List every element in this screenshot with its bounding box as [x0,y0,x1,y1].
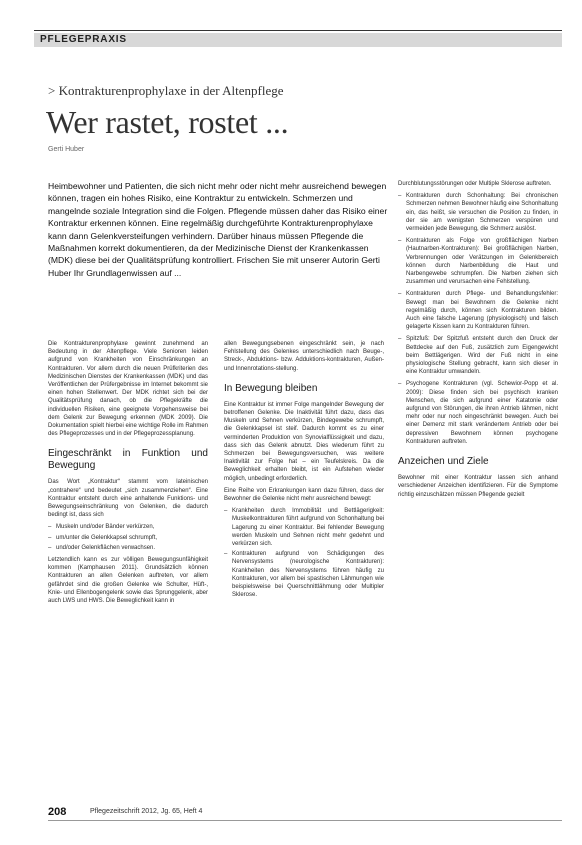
body-paragraph: Durchblutungsstörungen oder Multiple Sklerose auftreten. [398,181,552,187]
bullet-list [398,192,558,446]
list-item: – Spitzfuß: Der Spitzfuß entsteht durch den Druck der Bettdecke auf den Fuß, zusätzlich zum Eigengewicht beim Bettlägerigen. Wird der Fuß nicht in eine physiologische Stellung gebracht, kann sich dieser in eine Kontraktur umwandeln. [398,335,558,376]
footer-rule [48,820,562,821]
subheading: In Bewegung bleiben [224,382,318,394]
journal-source: Pflegezeitschrift 2012, Jg. 65, Heft 4 [90,808,203,815]
body-paragraph: Letztendlich kann es zur völligen Bewegungsunfähigkeit kommen (Kamphausen 2011). Grundsätzlich können Kontrakturen an allen Gelenken auftreten, vor allem gefährdet sind die großen Gelenke wie Schulter, Hüft-, Knie- und Ellenbogengelenk sowie das Sprunggelenk, aber auch LWS und HWS. Die Beweglichkeit kann in [48,557,208,605]
list-item: – Kontrakturen durch Pflege- und Behandlungsfehler: Bewegt man bei Bewohnern die Gelenke nicht regelmäßig durch, können sich Kontrakturen bilden. Auch eine falsche Lagerung (physiologisch) und falsch gelagerte Kissen kann zu Kontrakturen führen. [398,290,558,331]
page-number: 208 [48,806,67,818]
bullet-list [48,523,208,552]
list-item: – Muskeln und/oder Bänder verkürzen, [48,523,208,531]
list-item: – Psychogene Kontrakturen (vgl. Schewior-Popp et al. 2009): Diese finden sich bei psychisch kranken Menschen, die sich aufgrund einer Katatonie oder aufgrund von Störungen, die ihren Antrieb lähmen, nicht mehr oder nur noch eingeschränkt bewegen. Auch bei einer Demenz mit stark verändertem Antrieb oder bei depressiven Bewohnern können psychogene Kontrakturen auftreten. [398,380,558,446]
lead-paragraph [48,180,388,279]
body-paragraph: Eine Reihe von Erkrankungen kann dazu führen, dass der Bewohner die Gelenke nicht mehr ausreichend bewegt: [224,487,384,503]
list-item: – Kontrakturen durch Schonhaltung: Bei chronischen Schmerzen nehmen Bewohner häufig eine Schonhaltung ein, das heißt, sie versuchen die Position zu finden, in der sie am wenigsten Schmerzen verspüren und vermeiden jede Bewegung, die Schmerz auslöst. [398,192,558,233]
section-label: PFLEGEPRAXIS [40,34,127,45]
article-title: Wer rastet, rostet ... [46,104,289,140]
list-item: – Kontrakturen als Folge von großflächigen Narben (Hautnarben-Kontrakturen): Bei großflächigen Narben, Verbrennungen oder Verätzungen im Gelenkbereich können durch Narbenbildung die Haut und Narbengewebe schrumpfen. Die Narben ziehen sich zusammen und verursachen eine Fehlstellung. [398,237,558,286]
subheading: Anzeichen und Ziele [398,456,489,468]
body-paragraph: allen Bewegungsebenen eingeschränkt sein, je nach Fehlstellung des Gelenkes unterschiedlich nach Beuge-, Streck-, Abduktions- bzw. Adduktions-kontrakturen, Außen- und Innenrotations-stellung. [224,341,384,372]
subheading: Eingeschränkt in Funktion und Bewegung [48,448,208,472]
list-item: – um/unter die Gelenkkapsel schrumpft, [48,534,208,542]
body-paragraph: Die Kontrakturenprophylaxe gewinnt zunehmend an Bedeutung in der Altenpflege. Viele Senioren leiden aufgrund von Krankheiten von Einschränkungen an Kontrakturen. Vor allem durch die neuen Prüfkriterien des Medizinischen Dienstes der Krankenkassen (MDK) und das Veröffentlichen der Prüfergebnisse im Internet bekommt sie einen hohen Stellenwert. Der MDK richtet sich bei der Qualitätsprüfung danach, ob die Pflegekräfte die individuellen Risiken, eine geeignete Vorgehensweise bei dem Gelenk zur Bewegung erkennen (MDK 2009). Die Dokumentation spielt hierbei eine wichtige Rolle im Rahmen des Pflegeprozesses und in der Pflegeprozessplanung. [48,341,208,438]
top-rule [34,30,562,31]
bullet-list [224,507,384,599]
body-paragraph: Eine Kontraktur ist immer Folge mangelnder Bewegung der betroffenen Gelenke. Die Inaktivität führt dazu, dass das Muskeln und Sehnen verkürzen, Bindegewebe schrumpft, die Gelenkkapsel ist steif. Dadurch kommt es zu einer verminderten Produktion von Synovialflüssigkeit und dazu, dass sich das Gelenk abnutzt. Dies wiederum führt zu Schmerzen bei Bewegungsversuchen, was weitere Inaktivität zur Folge hat – ein Teufelskreis. Da die Beweglichkeit erhalten bleibt, ist ein Aufstehen wieder möglich, unbedingt erforderlich. [224,401,384,482]
body-paragraph: Das Wort „Kontraktur“ stammt vom lateinischen „contrahere“ und bedeutet „sich zusammenziehen“. Eine Kontraktur entsteht durch eine anhaltende Funktions- und Bewegungseinschränkung von Gelenken, die dadurch bedingt ist, dass sich [48,479,208,519]
article-author: Gerti Huber [48,146,85,153]
list-item: – und/oder Gelenkflächen verwachsen. [48,544,208,552]
lead-text: Heimbewohner und Patienten, die sich nicht mehr oder nicht mehr ausreichend bewegen können, tragen ein hohes Risiko, eine Kontraktur zu entwickeln. Schmerzen und mangelnde soziale Integration sind die Folgen. Pflegende müssen daher das Risiko einer Kontraktur erkennen können. Eine regelmäßig durchgeführte Kontrakturenprophylaxe kann dann Gelenkversteifungen verhindern. Darüber hinaus müssen Pflegende die Maßnahmen korrekt dokumentieren, da der Medizinische Dienst der Krankenkassen (MDK) diese bei der Qualitätsprüfung kontrolliert. Frischen Sie mit unserer Autorin Gerti Huber Ihr Grundlagenwissen auf ... [48,181,388,278]
list-item: – Krankheiten durch Immobilität und Bettlägerigkeit: Muskelkontrakturen führt aufgrund von Schonhaltung bei Lagerung zu einer Kontraktur. Bei fehlender Bewegung werden Muskeln und Sehnen nicht mehr gedehnt und verkürzen sich. [224,507,384,548]
column-right [398,180,558,503]
list-item: – Kontrakturen aufgrund von Schädigungen des Nervensystems (neurologische Kontrakturen): Krankheiten des Nervensystems führen häufig zu Kontrakturen, vor allem bei spastischen Lähmungen wie beispielsweise bei Querschnittlähmung oder Multipler Sklerose. [224,550,384,599]
column-left [48,340,208,609]
body-paragraph: Bewohner mit einer Kontraktur lassen sich anhand verschiedener Anzeichen identifizieren. Für die Symptome richtig einzuschätzen müssen Pflegende gezielt [398,475,558,498]
column-middle [224,340,384,603]
article-kicker: > Kontrakturenprophylaxe in der Altenpflege [48,83,284,98]
